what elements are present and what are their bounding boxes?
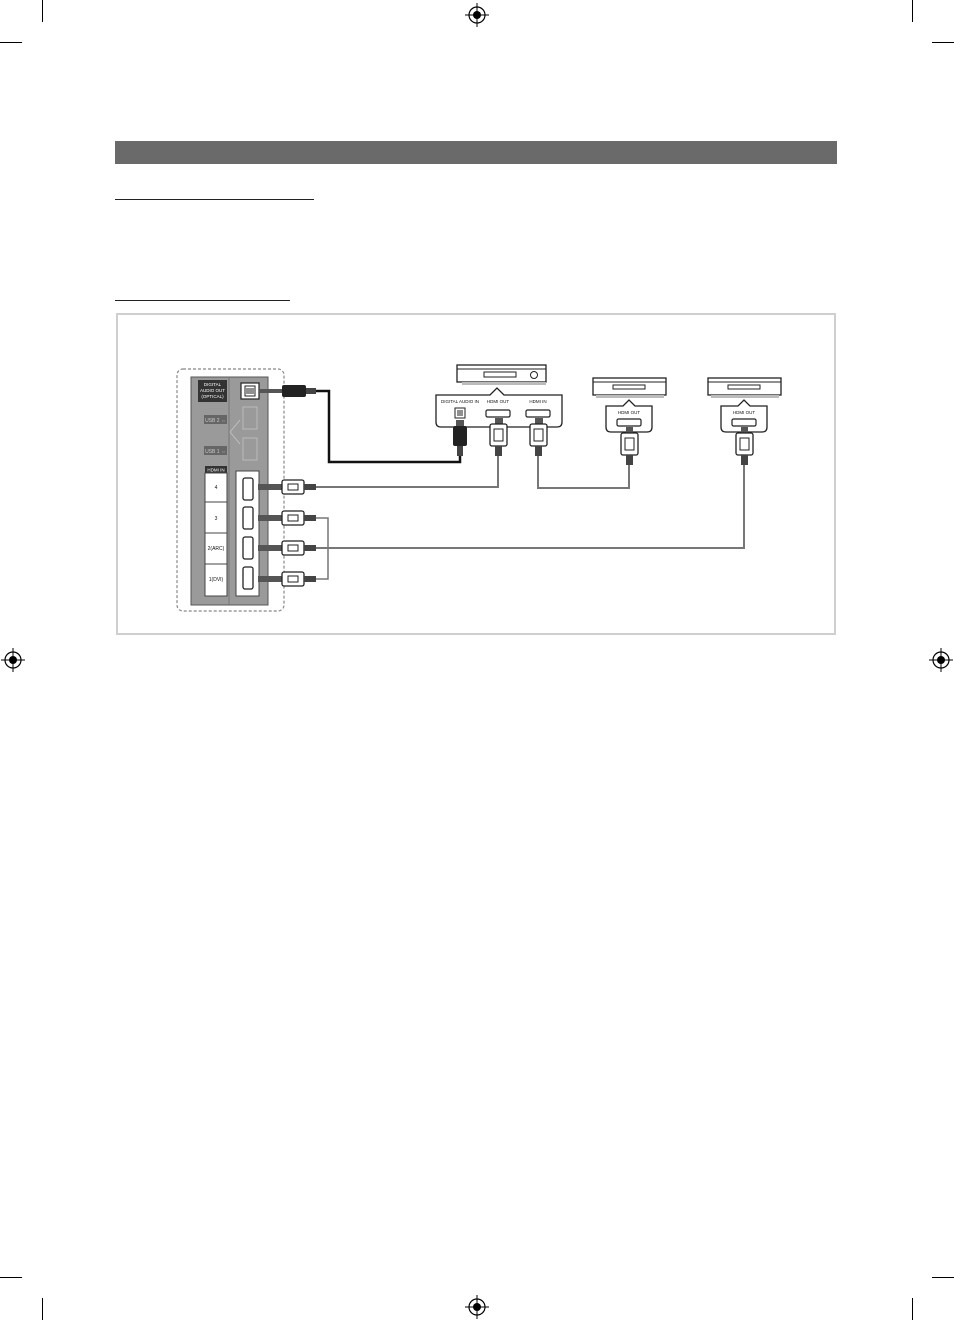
hdmi-in-header: HDMI IN	[207, 467, 225, 473]
optical-label-line: (OPTICAL)	[201, 394, 224, 399]
receiver-hdmi-in-label: HDMI IN	[529, 399, 547, 404]
hdmi-port-icon	[243, 537, 253, 559]
hdmi-cable	[538, 455, 629, 488]
hdmi-plug-icon	[530, 418, 547, 456]
hdmi-cable	[316, 465, 744, 548]
hdmi-cable	[316, 455, 498, 487]
player-icon	[593, 378, 666, 395]
hdmi-port-label-1-dvi: 1(DVI)	[208, 577, 224, 583]
receiver-hdmi-out-label: HDMI OUT	[486, 399, 510, 404]
usb-1-label: USB 1 ⇔	[205, 449, 226, 455]
playback-device-2	[708, 378, 781, 432]
optical-label-line: DIGITAL	[203, 382, 222, 387]
hdmi-plug-icon	[736, 427, 753, 465]
hdmi-plug-icon	[490, 418, 507, 456]
hdmi-port-label-4: 4	[214, 485, 218, 491]
player2-hdmi-out-label: HDMI OUT	[732, 410, 756, 415]
player-icon	[708, 378, 781, 395]
hdmi-port-icon	[243, 507, 253, 529]
hdmi-port-icon	[526, 410, 550, 417]
optical-label-line: AUDIO OUT	[199, 388, 226, 393]
digital-audio-in-label: DIGITAL AUDIO IN	[440, 399, 480, 404]
hdmi-port-icon	[486, 410, 510, 417]
hdmi-port-icon	[243, 478, 253, 500]
usb-2-label: USB 2 ⇔	[205, 418, 226, 424]
playback-device-1	[593, 378, 666, 432]
hdmi-port-label-3: 3	[214, 516, 218, 522]
hdmi-plug-icon	[621, 427, 638, 465]
hdmi-port-label-2-arc: 2(ARC)	[207, 546, 225, 552]
hdmi-port-icon	[617, 419, 641, 426]
player1-hdmi-out-label: HDMI OUT	[617, 410, 641, 415]
av-receiver	[436, 365, 562, 427]
hdmi-port-icon	[243, 567, 253, 589]
hdmi-port-icon	[732, 419, 756, 426]
receiver-icon	[457, 365, 546, 382]
